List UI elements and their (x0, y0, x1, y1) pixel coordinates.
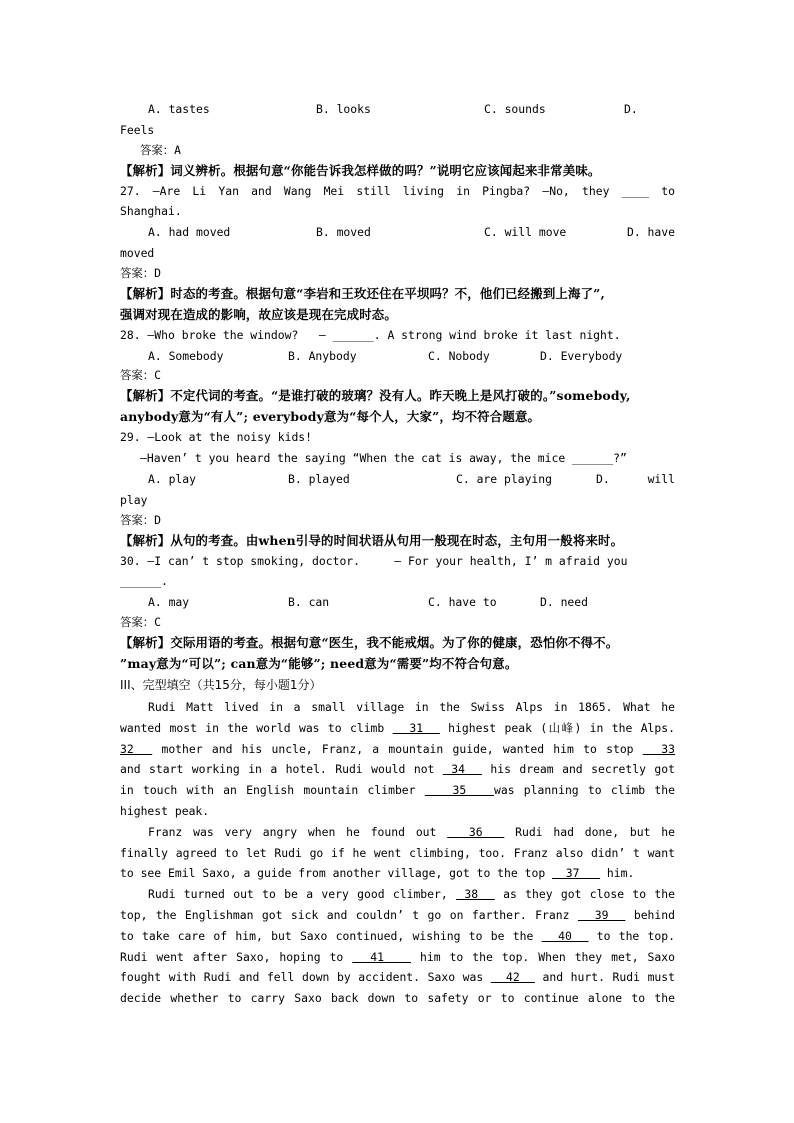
q27-option-d-wrap: moved (120, 245, 155, 260)
passage-text: to take care of him, but Saxo continued, wishing to be the (120, 928, 542, 943)
section-heading: III、完型填空（共15分，每小题1分） (120, 677, 322, 692)
cloze-blank: 34 (442, 762, 482, 777)
passage-text: behind (625, 907, 675, 922)
passage-text: in touch with an English mountain climber (120, 783, 425, 798)
cloze-blank: 39 (577, 907, 626, 922)
q30-options (120, 592, 675, 613)
passage-line (120, 884, 675, 905)
q30-analysis-line2: ”may意为“可以”; can意为“能够”; need意为“需要”均不符合句意。 (120, 655, 518, 671)
q28-answer: 答案：C (120, 368, 162, 383)
passage-text: mother and his uncle, Franz, a mountain guide, wanted him to stop (152, 741, 643, 756)
passage-text: decide whether to carry Saxo back down to safety or to continue alone to the (120, 991, 675, 1006)
q30-stem-line1: 30. —I can’ t stop smoking, doctor. — For your health, I’ m afraid you (120, 553, 628, 568)
passage-text: wanted most in the world was to climb (120, 720, 393, 735)
cloze-blank: 35 (424, 783, 494, 798)
q30-option-c: C. have to (428, 595, 497, 610)
q28-analysis-line2: anybody意为“有人”; everybody意为“每个人，大家”，均不符合题意。 (120, 409, 541, 425)
q27-option-a: A. had moved (148, 225, 231, 240)
passage-text: highest peak (山峰) in the Alps. (439, 720, 675, 735)
q27-option-b: B. moved (316, 225, 371, 240)
q29-option-d-text: will (647, 471, 675, 486)
passage-text: him. (600, 866, 635, 881)
q29-option-d-wrap: play (120, 492, 148, 507)
cloze-blank: 42 (490, 970, 535, 985)
q29-option-b: B. played (288, 471, 350, 486)
q30-option-d: D. need (540, 595, 589, 610)
q27-option-d: D. have (626, 225, 675, 240)
passage-text: and hurt. Rudi must (534, 970, 675, 985)
passage-line (120, 718, 675, 739)
q27-stem-line1: 27. —Are Li Yan and Wang Mei still living in Pingba? —No, they ____ to (120, 183, 675, 198)
q28-stem: 28. —Who broke the window? — ______. A strong wind broke it last night. (120, 327, 621, 342)
cloze-blank: 37 (552, 866, 601, 881)
passage-text: to see Emil Saxo, a guide from another village, got to the top (120, 866, 553, 881)
passage-text: and start working in a hotel. Rudi would not (120, 762, 443, 777)
q27-answer: 答案：D (120, 265, 162, 280)
q27-options (120, 222, 675, 243)
passage-text: Rudi went after Saxo, hoping to (120, 949, 353, 964)
q26-answer: 答案：A (140, 142, 182, 157)
passage-line (120, 739, 675, 760)
q29-option-d: D. (596, 471, 610, 486)
cloze-blank: 41 (352, 949, 411, 964)
q29-analysis: 【解析】从句的考查。由when引导的时间状语从句用一般现在时态，主句用一般将来时。 (120, 532, 624, 548)
q30-answer: 答案：C (120, 614, 162, 629)
passage-text: him to the top. When they met, Saxo (411, 949, 675, 964)
passage-text: his dream and secretly got (481, 762, 675, 777)
passage-text: Rudi turned out to be a very good climber, (148, 887, 457, 902)
passage-line (120, 697, 675, 718)
passage-text: top, the Englishman got sick and couldn’ t go on farther. Franz (120, 907, 578, 922)
q27-stem-line2: Shanghai. (120, 204, 182, 219)
q26-option-a: A. tastes (148, 102, 210, 116)
passage-line (120, 926, 675, 947)
q30-analysis-line1: 【解析】交际用语的考查。根据句意“医生，我不能戒烟。为了你的健康，恐怕你不得不。 (120, 634, 619, 650)
passage-line (120, 759, 675, 780)
cloze-blank: 38 (456, 887, 495, 902)
passage-text: finally agreed to let Rudi go if he went climbing, too. Franz also didn’ t want (120, 845, 675, 860)
passage-line (120, 822, 675, 843)
passage-paragraph-1 (120, 697, 675, 822)
passage-text: highest peak. (120, 803, 210, 818)
cloze-passage (120, 697, 675, 1009)
passage-line (120, 780, 675, 801)
q30-option-a: A. may (148, 595, 190, 610)
passage-text: to the top. (588, 928, 675, 943)
q28-option-b: B. Anybody (288, 348, 357, 363)
q26-options (120, 99, 675, 120)
q26-option-d-wrap: Feels (120, 122, 155, 137)
passage-paragraph-3 (120, 884, 675, 1009)
q27-analysis-line1: 【解析】时态的考查。根据句意“李岩和王玫还住在平坝吗？不，他们已经搬到上海了”, (120, 285, 606, 301)
q29-stem-line1: 29. —Look at the noisy kids! (120, 430, 313, 445)
q29-stem-line2: —Haven’ t you heard the saying “When the cat is away, the mice ______?” (140, 451, 627, 466)
passage-line (120, 843, 675, 864)
q28-option-c: C. Nobody (428, 348, 490, 363)
q27-option-c: C. will move (484, 225, 567, 240)
document-page (120, 99, 675, 1009)
cloze-blank: 33 (642, 741, 675, 756)
cloze-blank: 36 (447, 824, 505, 839)
q29-answer: 答案：D (120, 512, 162, 527)
passage-paragraph-2 (120, 822, 675, 884)
passage-line (120, 947, 675, 968)
passage-text: Franz was very angry when he found out (148, 824, 448, 839)
passage-text: was planning to climb the (493, 783, 675, 798)
passage-text: fought with Rudi and fell down by accident. Saxo was (120, 970, 491, 985)
passage-line (120, 801, 675, 822)
passage-line (120, 863, 675, 884)
passage-line (120, 905, 675, 926)
passage-line (120, 988, 675, 1009)
q27-analysis-line2: 强调对现在造成的影响，故应该是现在完成时态。 (120, 306, 397, 322)
cloze-blank: 31 (392, 720, 440, 735)
cloze-blank: 40 (541, 928, 589, 943)
q29-option-a: A. play (148, 471, 197, 486)
q29-option-c: C. are playing (456, 471, 553, 486)
q26-analysis: 【解析】词义辨析。根据句意“你能告诉我怎样做的吗？”说明它应该闻起来非常美味。 (120, 162, 601, 178)
q28-option-d: D. Everybody (540, 348, 623, 363)
passage-text: Rudi had done, but he (504, 824, 676, 839)
passage-text: Rudi Matt lived in a small village in the Swiss Alps in 1865. What he (148, 699, 675, 714)
q26-option-d: D. (624, 102, 638, 116)
q28-analysis-line1: 【解析】不定代词的考查。“是谁打破的玻璃？没有人。昨天晚上是风打破的。”somebody, (120, 388, 631, 404)
q26-option-b: B. looks (316, 102, 371, 116)
q29-options (120, 469, 675, 490)
q28-option-a: A. Somebody (148, 348, 224, 363)
q30-option-b: B. can (288, 595, 330, 610)
cloze-blank: 32 (120, 741, 153, 756)
passage-line (120, 967, 675, 988)
passage-text: as they got close to the (494, 887, 675, 902)
q30-stem-line2: ______. (120, 574, 169, 589)
q28-options (120, 346, 675, 367)
q26-option-c: C. sounds (484, 102, 546, 116)
